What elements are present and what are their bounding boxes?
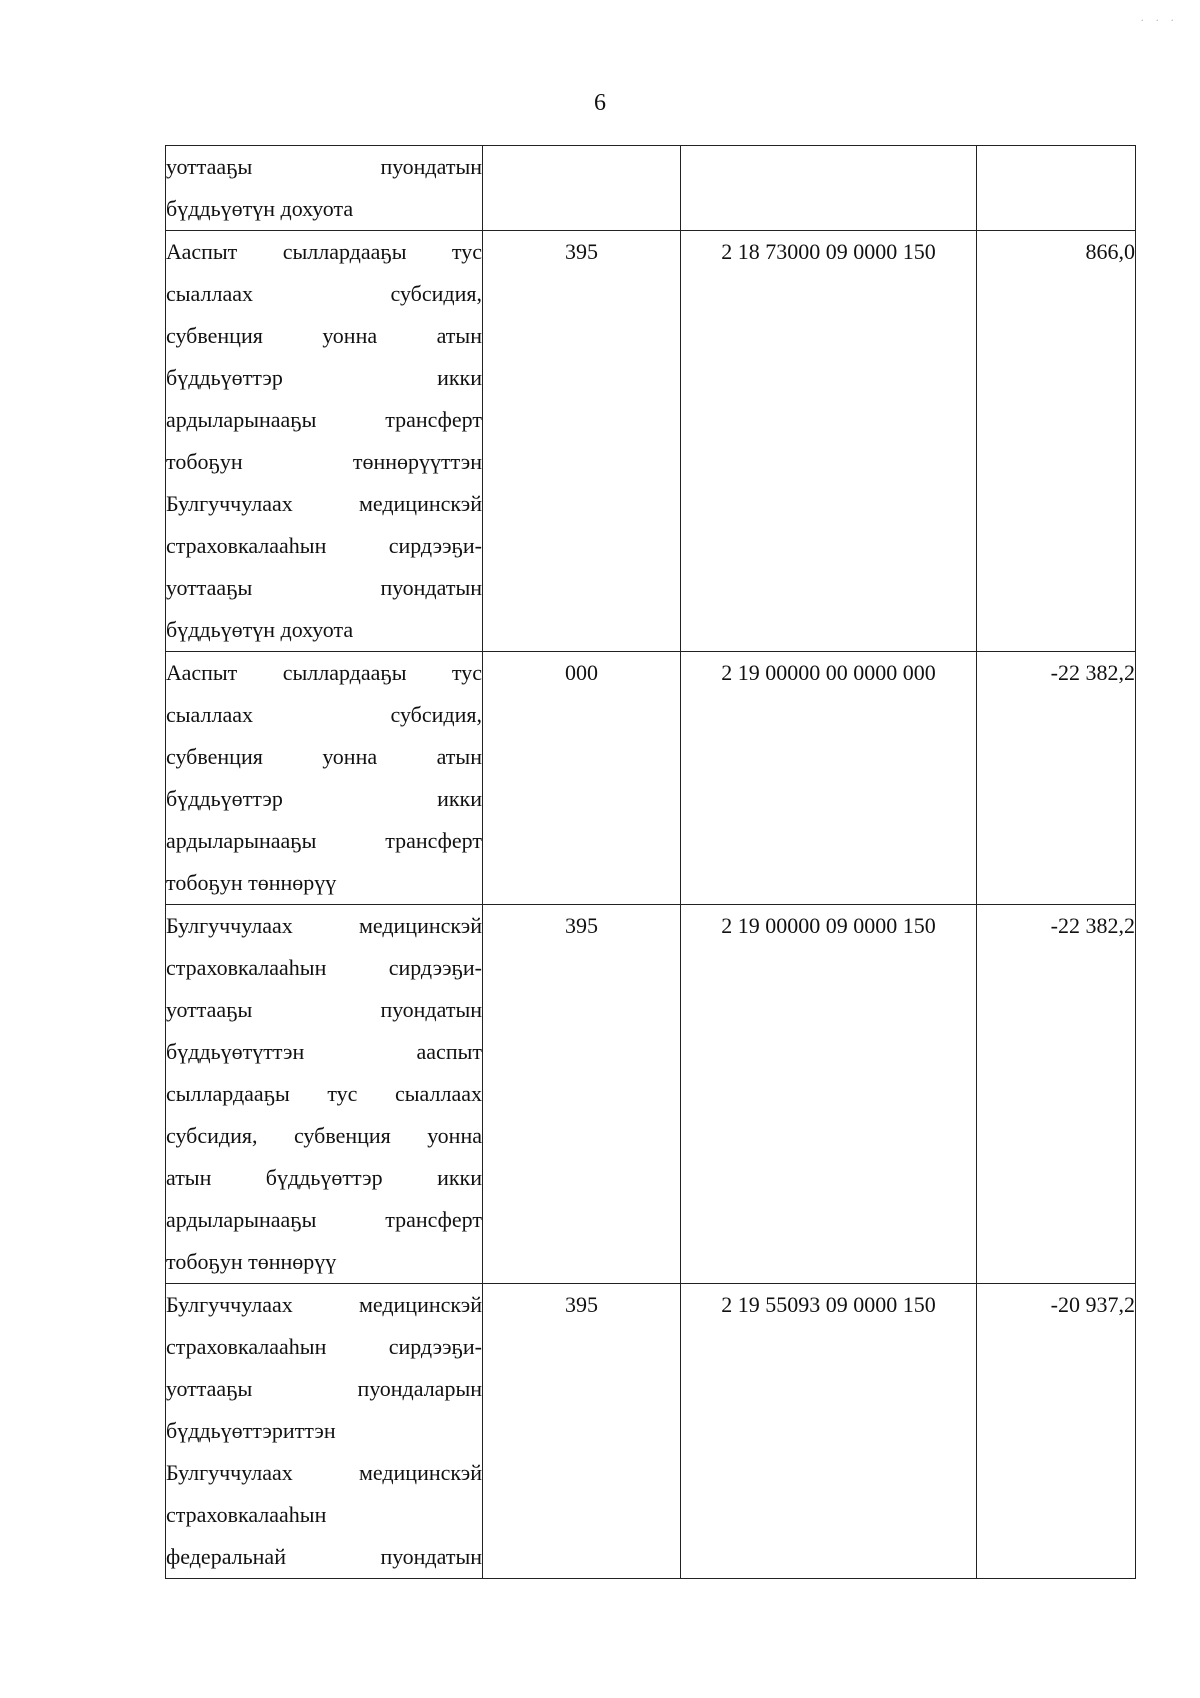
budget-code-cell bbox=[681, 231, 977, 652]
description-line: Ааспыт сыллардааҕы тус bbox=[166, 660, 482, 685]
description-line: субвенция уонна атын bbox=[166, 323, 482, 348]
budget-table-body bbox=[166, 146, 1136, 1579]
amount-cell bbox=[977, 652, 1136, 905]
table-row bbox=[166, 905, 1136, 1284]
budget-table bbox=[165, 145, 1136, 1579]
description-line: страховкалааһын bbox=[166, 1502, 327, 1527]
description-line: страховкалааһын сирдээҕи- bbox=[166, 533, 482, 558]
description-line: ардыларынааҕы трансферт bbox=[166, 828, 482, 853]
admin-code-cell bbox=[483, 146, 681, 231]
description-line: субсидия, субвенция уонна bbox=[166, 1123, 482, 1148]
description-line: тобоҕун төннөрүү bbox=[166, 870, 337, 895]
description-line: Булгуччулаах медицинскэй bbox=[166, 1460, 482, 1485]
table-row bbox=[166, 652, 1136, 905]
page-number: 6 bbox=[594, 90, 606, 116]
description-line: Булгуччулаах медицинскэй bbox=[166, 1292, 482, 1317]
amount-value: -22 382,2 bbox=[1050, 660, 1135, 685]
row-description bbox=[166, 1284, 482, 1578]
amount-value bbox=[977, 146, 1135, 188]
description-line: бүддьүөттэр икки bbox=[166, 786, 482, 811]
table-row bbox=[166, 231, 1136, 652]
description-line: уоттааҕы пуондаларын bbox=[166, 1376, 482, 1401]
row-description-cell bbox=[166, 231, 483, 652]
row-description-cell bbox=[166, 652, 483, 905]
description-line: субвенция уонна атын bbox=[166, 744, 482, 769]
description-line: Булгуччулаах медицинскэй bbox=[166, 913, 482, 938]
description-line: тобоҕун төннөрүүттэн bbox=[166, 449, 482, 474]
description-line: бүддьүөтүн дохуота bbox=[166, 617, 354, 642]
row-description bbox=[166, 652, 482, 904]
amount-value: -20 937,2 bbox=[1050, 1292, 1135, 1317]
description-line: страховкалааһын сирдээҕи- bbox=[166, 955, 482, 980]
budget-code-value: 2 18 73000 09 0000 150 bbox=[721, 239, 936, 264]
amount-cell bbox=[977, 905, 1136, 1284]
budget-code-cell bbox=[681, 905, 977, 1284]
admin-code-value bbox=[483, 146, 680, 188]
row-description bbox=[166, 905, 482, 1283]
budget-code-value: 2 19 00000 09 0000 150 bbox=[721, 913, 936, 938]
row-description-cell bbox=[166, 1284, 483, 1579]
description-line: тобоҕун төннөрүү bbox=[166, 1249, 337, 1274]
description-line: сыллардааҕы тус сыаллаах bbox=[166, 1081, 482, 1106]
amount-cell bbox=[977, 231, 1136, 652]
table-row bbox=[166, 146, 1136, 231]
row-description bbox=[166, 146, 482, 230]
admin-code-value: 395 bbox=[565, 1292, 598, 1317]
budget-code-value: 2 19 55093 09 0000 150 bbox=[721, 1292, 936, 1317]
description-line: бүддьүөтүттэн ааспыт bbox=[166, 1039, 482, 1064]
admin-code-value: 000 bbox=[565, 660, 598, 685]
row-description-cell bbox=[166, 905, 483, 1284]
table-row bbox=[166, 1284, 1136, 1579]
admin-code-cell bbox=[483, 1284, 681, 1579]
scan-corner-mark: · · · bbox=[1140, 14, 1178, 27]
description-line: атын бүддьүөттэр икки bbox=[166, 1165, 482, 1190]
amount-value: -22 382,2 bbox=[1050, 913, 1135, 938]
amount-value: 866,0 bbox=[1085, 239, 1135, 264]
description-line: уоттааҕы пуондатын bbox=[166, 154, 482, 179]
description-line: ардыларынааҕы трансферт bbox=[166, 407, 482, 432]
row-description bbox=[166, 231, 482, 651]
description-line: Ааспыт сыллардааҕы тус bbox=[166, 239, 482, 264]
admin-code-value: 395 bbox=[565, 913, 598, 938]
amount-cell bbox=[977, 1284, 1136, 1579]
admin-code-cell bbox=[483, 231, 681, 652]
description-line: бүддьүөттэр икки bbox=[166, 365, 482, 390]
description-line: Булгуччулаах медицинскэй bbox=[166, 491, 482, 516]
description-line: ардыларынааҕы трансферт bbox=[166, 1207, 482, 1232]
description-line: уоттааҕы пуондатын bbox=[166, 575, 482, 600]
admin-code-cell bbox=[483, 905, 681, 1284]
budget-code-cell bbox=[681, 1284, 977, 1579]
description-line: уоттааҕы пуондатын bbox=[166, 997, 482, 1022]
budget-code-cell bbox=[681, 146, 977, 231]
description-line: сыаллаах субсидия, bbox=[166, 702, 482, 727]
description-line: федеральнай пуондатын bbox=[166, 1544, 482, 1569]
description-line: бүддьүөтүн дохуота bbox=[166, 196, 354, 221]
row-description-cell bbox=[166, 146, 483, 231]
description-line: бүддьүөттэриттэн bbox=[166, 1418, 336, 1443]
amount-cell bbox=[977, 146, 1136, 231]
description-line: сыаллаах субсидия, bbox=[166, 281, 482, 306]
description-line: страховкалааһын сирдээҕи- bbox=[166, 1334, 482, 1359]
budget-code-cell bbox=[681, 652, 977, 905]
budget-code-value: 2 19 00000 00 0000 000 bbox=[721, 660, 936, 685]
admin-code-cell bbox=[483, 652, 681, 905]
admin-code-value: 395 bbox=[565, 239, 598, 264]
budget-code-value bbox=[681, 146, 976, 188]
